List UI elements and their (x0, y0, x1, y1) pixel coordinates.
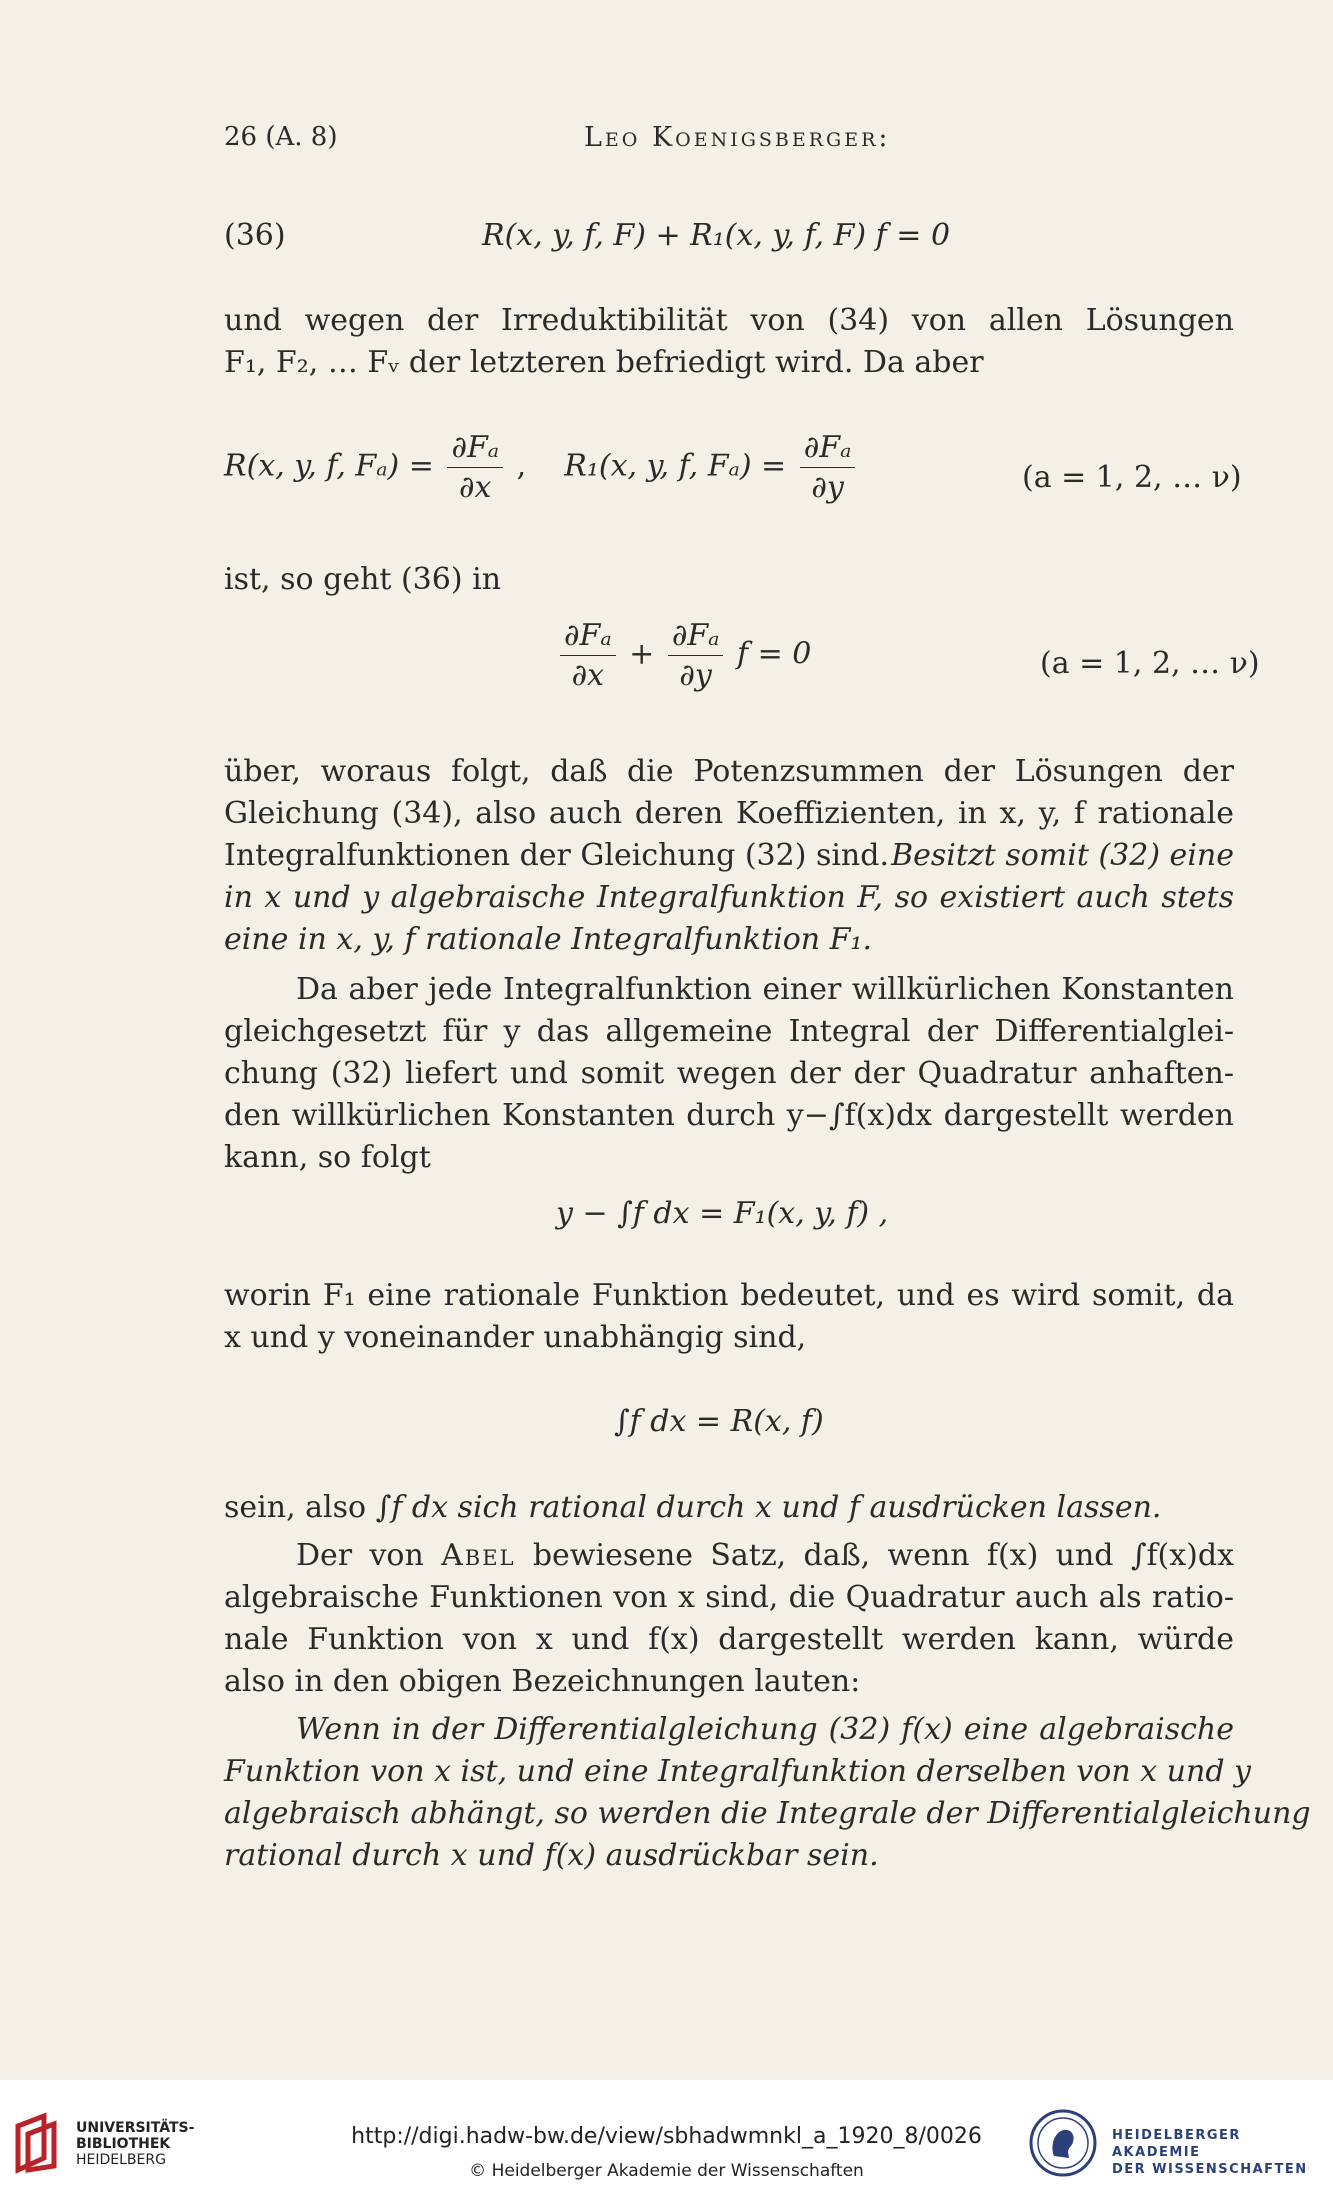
fraction-numerator: ∂Fₐ (560, 618, 616, 656)
text-line: den willkürlichen Konstanten durch y−∫f(x)dx dargestellt werden (224, 1098, 1234, 1133)
text-span: Integralfunktionen der Gleichung (32) sind. (224, 838, 889, 873)
fraction-denominator: ∂y (811, 470, 844, 505)
equation-transformed (556, 618, 811, 693)
text-line: also in den obigen Bezeichnungen lauten: (224, 1664, 861, 1699)
text-line: über, woraus folgt, daß die Potenzsummen der Lösungen der (224, 754, 1234, 789)
text-span: bewiesene Satz, daß, wenn f(x) und ∫f(x)dx (532, 1538, 1235, 1573)
copyright-notice: © Heidelberger Akademie der Wissenschaften (469, 2161, 864, 2181)
fraction-numerator: ∂Fₐ (800, 430, 856, 468)
text-line: Funktion von x ist, und eine Integralfunktion derselben von x und y (224, 1754, 1252, 1789)
equation-36: R(x, y, f, F) + R₁(x, y, f, F) f = 0 (482, 218, 951, 253)
text-span: sein, also (224, 1490, 367, 1525)
fraction-denominator: ∂x (459, 470, 492, 505)
formula-part: f = 0 (736, 636, 812, 672)
text-line: worin F₁ eine rationale Funktion bedeutet, und es wird somit, da (224, 1278, 1234, 1313)
text-line: in x und y algebraische Integralfunktion F, so existiert auch stets (224, 880, 1234, 915)
text-line: F₁, F₂, … Fᵥ der letzteren befriedigt wird. Da aber (224, 345, 984, 380)
text-line: Gleichung (34), also auch deren Koeffizienten, in x, y, f rationale (224, 796, 1234, 831)
equation-range: (a = 1, 2, … ν) (1040, 646, 1260, 681)
plus-sign: + (629, 636, 655, 672)
text-line: ist, so geht (36) in (224, 562, 502, 597)
running-title: Leo Koenigsberger: (584, 122, 891, 153)
academy-name-line: DER WISSENSCHAFTEN (1112, 2162, 1308, 2177)
text-line: eine in x, y, f rationale Integralfunktion F₁. (224, 922, 872, 957)
equation-integral: y − ∫f dx = F₁(x, y, f) , (556, 1196, 889, 1231)
text-line: nale Funktion von x und f(x) dargestellt werden kann, würde (224, 1622, 1234, 1657)
text-line: x und y voneinander unabhängig sind, (224, 1320, 807, 1355)
text-line: und wegen der Irreduktibilität von (34) von allen Lösungen (224, 303, 1234, 338)
italic-span: ∫f dx sich rational durch x und f ausdrücken lassen. (375, 1490, 1162, 1525)
page-reference: 26 (A. 8) (224, 122, 338, 152)
academy-seal-icon (1028, 2108, 1098, 2178)
fraction-numerator: ∂Fₐ (447, 430, 503, 468)
formula-part: R₁(x, y, f, Fₐ) = (564, 448, 787, 484)
fraction-denominator: ∂x (571, 658, 605, 693)
text-line (296, 1538, 1234, 1573)
fraction (447, 430, 503, 505)
fraction (800, 430, 856, 505)
equation-derivatives (224, 430, 859, 505)
library-name-line: UNIVERSITÄTS- (76, 2120, 195, 2136)
text-line: rational durch x und f(x) ausdrückbar sein. (224, 1838, 879, 1873)
text-span: Der von (296, 1538, 424, 1573)
formula-part: R(x, y, f, Fₐ) = (224, 448, 434, 484)
equation-range: (a = 1, 2, … ν) (1022, 460, 1242, 495)
text-line: Da aber jede Integralfunktion einer willkürlichen Konstanten (296, 972, 1234, 1007)
separator: , (516, 448, 527, 484)
permalink[interactable]: http://digi.hadw-bw.de/view/sbhadwmnkl_a_1920_8/0026 (351, 2124, 982, 2149)
fraction-numerator: ∂Fₐ (668, 618, 724, 656)
author-name: Abel (441, 1538, 516, 1573)
academy-name (1112, 2127, 1333, 2178)
text-line (224, 838, 1234, 873)
equation-label: (36) (224, 218, 286, 253)
text-line: gleichgesetzt für y das allgemeine Integral der Differentialglei- (224, 1014, 1234, 1049)
text-line: algebraisch abhängt, so werden die Integrale der Differentialgleichung (224, 1796, 1311, 1831)
library-name-line: BIBLIOTHEK (76, 2136, 171, 2152)
fraction (668, 618, 724, 693)
text-line: algebraische Funktionen von x sind, die Quadratur auch als ratio- (224, 1580, 1234, 1615)
text-line: Wenn in der Differentialgleichung (32) f(x) eine algebraische (296, 1712, 1234, 1747)
library-name-line: HEIDELBERG (76, 2152, 166, 2168)
equation-rational: ∫f dx = R(x, f) (614, 1404, 824, 1439)
fraction (560, 618, 616, 693)
text-line: chung (32) liefert und somit wegen der der Quadratur anhaften- (224, 1056, 1234, 1091)
text-line: kann, so folgt (224, 1140, 431, 1175)
italic-span: Besitzt somit (32) eine (891, 838, 1234, 873)
academy-name-line: HEIDELBERGER AKADEMIE (1112, 2128, 1241, 2160)
text-line (224, 1490, 1161, 1525)
fraction-denominator: ∂y (679, 658, 712, 693)
